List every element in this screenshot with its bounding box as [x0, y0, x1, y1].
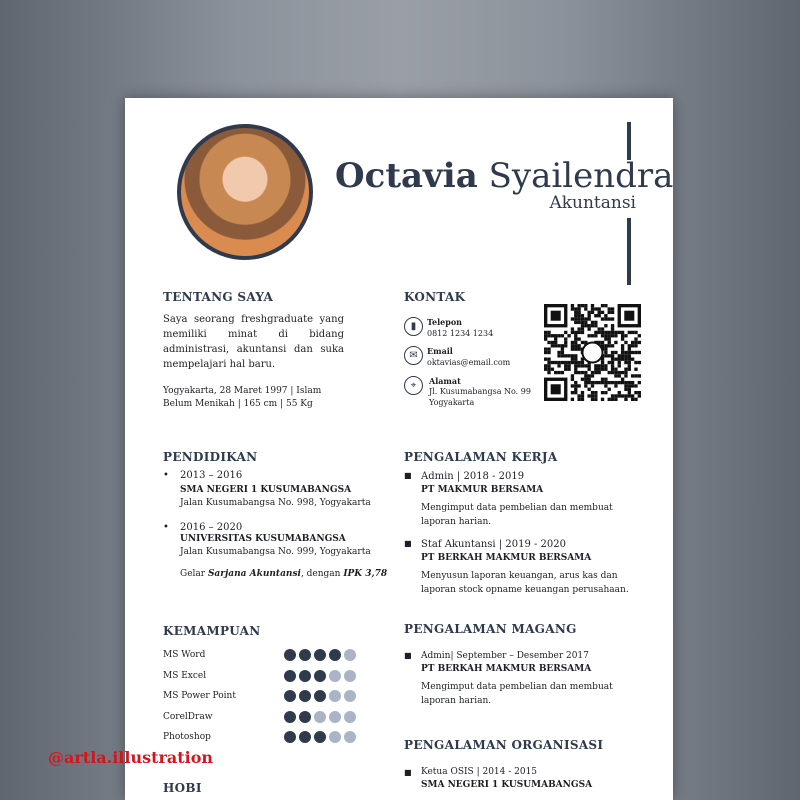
rating-dot	[299, 731, 311, 743]
bullet: ■	[404, 651, 412, 660]
rating-dot	[284, 731, 296, 743]
rating-dot	[284, 649, 296, 661]
work-company: PT MAKMUR BERSAMA	[421, 485, 544, 495]
skill-name: Photoshop	[163, 732, 211, 742]
edu-school: UNIVERSITAS KUSUMABANGSA	[180, 534, 346, 544]
email-label: Email	[427, 346, 453, 356]
intern-desc: Mengimput data pembelian dan membuat laporan harian.	[421, 682, 613, 706]
skill-name: MS Word	[163, 650, 206, 660]
work-desc: Mengimput data pembelian dan membuat laporan harian.	[421, 503, 613, 527]
bullet: •	[163, 522, 169, 533]
phone-icon: ▮	[404, 317, 423, 336]
skill-rating	[284, 711, 356, 723]
work-role: Staf Akuntansi | 2019 - 2020	[421, 539, 566, 550]
rating-dot	[329, 670, 341, 682]
rating-dot	[344, 731, 356, 743]
rating-dot	[299, 670, 311, 682]
bullet: ■	[404, 471, 412, 480]
skills-heading: KEMAMPUAN	[163, 624, 261, 638]
org-role: Ketua OSIS | 2014 - 2015	[421, 767, 538, 777]
watermark: @artla.illustration	[48, 748, 214, 767]
edu-address: Jalan Kusumabangsa No. 998, Yogyakarta	[180, 498, 371, 508]
internship-heading: PENGALAMAN MAGANG	[404, 622, 577, 636]
personal-info-1: Yogyakarta, 28 Maret 1997 | Islam	[163, 386, 322, 396]
rating-dot	[329, 649, 341, 661]
bullet: ■	[404, 768, 412, 777]
intern-role: Admin| September – Desember 2017	[421, 651, 589, 661]
rating-dot	[329, 731, 341, 743]
rating-dot	[344, 649, 356, 661]
skill-name: MS Excel	[163, 670, 207, 681]
work-company: PT BERKAH MAKMUR BERSAMA	[421, 553, 592, 563]
edu-years: 2013 – 2016	[180, 470, 243, 481]
intern-company: PT BERKAH MAKMUR BERSAMA	[421, 664, 592, 674]
about-text: Saya seorang freshgraduate yang memiliki minat di bidang administrasi, akuntansi dan suka mempelajari hal baru.	[163, 314, 344, 370]
skill-name: MS Power Point	[163, 691, 236, 701]
location-icon: ⌖	[404, 376, 423, 395]
rating-dot	[329, 690, 341, 702]
edu-school: SMA NEGERI 1 KUSUMABANGSA	[180, 485, 352, 495]
education-heading: PENDIDIKAN	[163, 450, 258, 464]
address-label: Alamat	[429, 376, 461, 386]
rating-dot	[314, 731, 326, 743]
contact-heading: KONTAK	[404, 290, 466, 304]
email-value[interactable]: oktavias@email.com	[427, 358, 511, 367]
rating-dot	[314, 711, 326, 723]
job-title: Akuntansi	[549, 193, 636, 213]
rating-dot	[299, 711, 311, 723]
full-name: Octavia Syailendra	[335, 156, 674, 196]
rating-dot	[344, 690, 356, 702]
phone-label: Telepon	[427, 317, 462, 327]
work-role: Admin | 2018 - 2019	[421, 471, 525, 482]
organization-heading: PENGALAMAN ORGANISASI	[404, 738, 604, 752]
hobby-heading: HOBI	[163, 781, 202, 795]
org-name: SMA NEGERI 1 KUSUMABANGSA	[421, 780, 593, 790]
rating-dot	[314, 649, 326, 661]
degree-line: Gelar Sarjana Akuntansi, dengan IPK 3,78	[180, 569, 388, 579]
bullet: •	[163, 470, 169, 481]
address-value: Jl. Kusumabangsa No. 99	[429, 387, 531, 396]
address-city: Yogyakarta	[429, 398, 475, 407]
resume-page	[125, 98, 673, 800]
skill-rating	[284, 649, 356, 661]
accent-bar-bottom	[627, 218, 631, 285]
edu-address: Jalan Kusumabangsa No. 999, Yogyakarta	[180, 547, 371, 557]
rating-dot	[344, 711, 356, 723]
skill-rating	[284, 670, 356, 682]
rating-dot	[284, 690, 296, 702]
rating-dot	[284, 711, 296, 723]
bullet: ■	[404, 539, 412, 548]
personal-info-2: Belum Menikah | 165 cm | 55 Kg	[163, 399, 313, 409]
rating-dot	[344, 670, 356, 682]
rating-dot	[314, 670, 326, 682]
work-desc: Menyusun laporan keuangan, arus kas dan laporan stock opname keuangan perusahaan.	[421, 571, 629, 595]
about-heading: TENTANG SAYA	[163, 290, 274, 304]
rating-dot	[329, 711, 341, 723]
rating-dot	[314, 690, 326, 702]
skill-rating	[284, 690, 356, 702]
skill-name: CorelDraw	[163, 711, 213, 722]
profile-photo	[177, 124, 313, 260]
skill-rating	[284, 731, 356, 743]
phone-value[interactable]: 0812 1234 1234	[427, 329, 494, 338]
accent-bar-top	[627, 122, 631, 160]
rating-dot	[284, 670, 296, 682]
rating-dot	[299, 649, 311, 661]
work-heading: PENGALAMAN KERJA	[404, 450, 558, 464]
edu-years: 2016 – 2020	[180, 522, 243, 533]
qr-code[interactable]	[544, 304, 641, 401]
email-icon: ✉	[404, 346, 423, 365]
rating-dot	[299, 690, 311, 702]
